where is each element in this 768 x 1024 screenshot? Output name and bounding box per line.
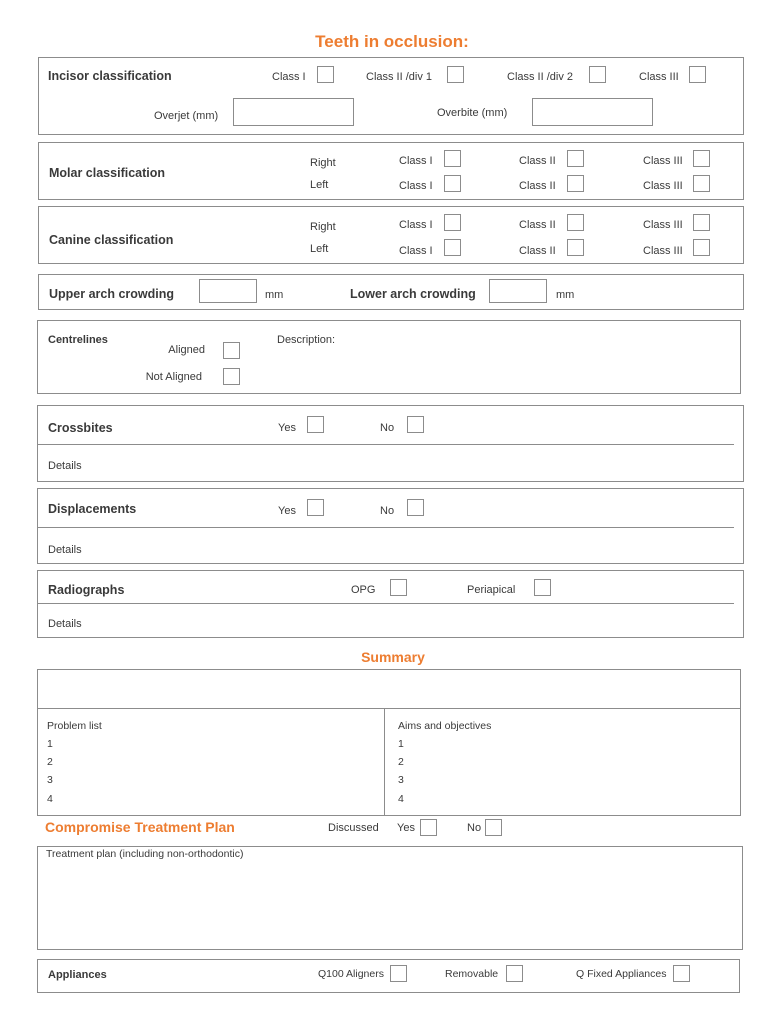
aims-item: 3 bbox=[398, 774, 404, 786]
radiographs-opg-checkbox[interactable] bbox=[390, 579, 407, 596]
displacements-yes-label: Yes bbox=[278, 505, 296, 517]
summary-field[interactable] bbox=[38, 670, 740, 708]
molar-left-class-iii-checkbox[interactable] bbox=[693, 175, 710, 192]
lower-arch-crowding-label: Lower arch crowding bbox=[350, 287, 476, 301]
canine-left-class-i-checkbox[interactable] bbox=[444, 239, 461, 256]
molar-classification-label: Molar classification bbox=[49, 166, 166, 180]
lower-arch-crowding-input[interactable] bbox=[489, 279, 547, 303]
crossbites-details-label: Details bbox=[48, 460, 82, 472]
problem-list-item: 4 bbox=[47, 793, 53, 805]
crossbites-details-field[interactable] bbox=[98, 448, 728, 478]
incisor-class-iii-label: Class III bbox=[639, 71, 679, 83]
incisor-section bbox=[38, 57, 744, 135]
lower-arch-crowding-unit: mm bbox=[556, 289, 575, 301]
treatment-plan-section bbox=[37, 846, 743, 950]
centrelines-section bbox=[37, 320, 741, 394]
summary-divider bbox=[38, 708, 740, 709]
upper-arch-crowding-input[interactable] bbox=[199, 279, 257, 303]
molar-left-class-i-label: Class I bbox=[399, 180, 433, 192]
crossbites-divider bbox=[38, 444, 734, 445]
canine-left-class-i-label: Class I bbox=[399, 245, 433, 257]
appliances-label: Appliances bbox=[48, 969, 107, 981]
centrelines-description-field[interactable] bbox=[348, 329, 733, 387]
displacements-no-label: No bbox=[380, 505, 395, 517]
molar-section bbox=[38, 142, 744, 200]
overbite-label: Overbite (mm) bbox=[437, 107, 508, 119]
displacements-divider bbox=[38, 527, 734, 528]
displacements-label: Displacements bbox=[48, 502, 137, 516]
radiographs-section bbox=[37, 570, 744, 638]
crowding-section bbox=[38, 274, 744, 310]
radiographs-opg-label: OPG bbox=[351, 584, 376, 596]
q-fixed-appliances-label: Q Fixed Appliances bbox=[576, 968, 667, 980]
treatment-plan-label: Treatment plan (including non-orthodontic) bbox=[46, 848, 244, 860]
crossbites-yes-label: Yes bbox=[278, 422, 296, 434]
molar-right-class-ii-label: Class II bbox=[519, 155, 556, 167]
displacements-details-label: Details bbox=[48, 544, 82, 556]
aims-item: 4 bbox=[398, 793, 404, 805]
aims-item: 2 bbox=[398, 756, 404, 768]
canine-right-class-iii-label: Class III bbox=[643, 219, 683, 231]
problem-list-item: 1 bbox=[47, 738, 53, 750]
incisor-class-ii-div2-label: Class II /div 2 bbox=[507, 71, 574, 83]
overjet-label: Overjet (mm) bbox=[154, 110, 219, 122]
centrelines-not-aligned-label: Not Aligned bbox=[145, 371, 202, 383]
molar-left-class-iii-label: Class III bbox=[643, 180, 683, 192]
displacements-yes-checkbox[interactable] bbox=[307, 499, 324, 516]
canine-left-class-iii-checkbox[interactable] bbox=[693, 239, 710, 256]
molar-left-class-ii-label: Class II bbox=[519, 180, 556, 192]
discussed-label: Discussed bbox=[328, 822, 379, 834]
canine-left-class-ii-checkbox[interactable] bbox=[567, 239, 584, 256]
summary-heading: Summary bbox=[361, 649, 425, 665]
displacements-no-checkbox[interactable] bbox=[407, 499, 424, 516]
discussed-no-label: No bbox=[467, 822, 482, 834]
crossbites-section bbox=[37, 405, 744, 482]
molar-right-class-i-checkbox[interactable] bbox=[444, 150, 461, 167]
radiographs-details-label: Details bbox=[48, 618, 82, 630]
canine-right-class-ii-label: Class II bbox=[519, 219, 556, 231]
canine-left-class-iii-label: Class III bbox=[643, 245, 683, 257]
centrelines-label: Centrelines bbox=[48, 334, 108, 346]
removable-checkbox[interactable] bbox=[506, 965, 523, 982]
molar-right-class-ii-checkbox[interactable] bbox=[567, 150, 584, 167]
incisor-class-i-label: Class I bbox=[272, 71, 306, 83]
molar-left-label: Left bbox=[310, 179, 329, 191]
discussed-yes-checkbox[interactable] bbox=[420, 819, 437, 836]
canine-classification-label: Canine classification bbox=[49, 233, 174, 247]
canine-left-label: Left bbox=[310, 243, 329, 255]
q-fixed-appliances-checkbox[interactable] bbox=[673, 965, 690, 982]
discussed-yes-label: Yes bbox=[397, 822, 415, 834]
incisor-classification-label: Incisor classification bbox=[48, 69, 172, 83]
incisor-class-i-checkbox[interactable] bbox=[317, 66, 334, 83]
molar-right-class-iii-checkbox[interactable] bbox=[693, 150, 710, 167]
q100-aligners-label: Q100 Aligners bbox=[318, 968, 384, 980]
crossbites-yes-checkbox[interactable] bbox=[307, 416, 324, 433]
aims-item: 1 bbox=[398, 738, 404, 750]
radiographs-divider bbox=[38, 603, 734, 604]
incisor-class-iii-checkbox[interactable] bbox=[689, 66, 706, 83]
canine-right-class-ii-checkbox[interactable] bbox=[567, 214, 584, 231]
canine-section bbox=[38, 206, 744, 264]
molar-right-class-iii-label: Class III bbox=[643, 155, 683, 167]
upper-arch-crowding-label: Upper arch crowding bbox=[49, 287, 175, 301]
displacements-section bbox=[37, 488, 744, 564]
molar-right-class-i-label: Class I bbox=[399, 155, 433, 167]
appliances-section bbox=[37, 959, 740, 993]
radiographs-periapical-checkbox[interactable] bbox=[534, 579, 551, 596]
discussed-no-checkbox[interactable] bbox=[485, 819, 502, 836]
radiographs-periapical-label: Periapical bbox=[467, 584, 516, 596]
radiographs-label: Radiographs bbox=[48, 583, 125, 597]
canine-right-class-i-checkbox[interactable] bbox=[444, 214, 461, 231]
canine-right-class-iii-checkbox[interactable] bbox=[693, 214, 710, 231]
problem-list-item: 3 bbox=[47, 774, 53, 786]
page-title: Teeth in occlusion: bbox=[315, 32, 469, 51]
summary-section bbox=[37, 669, 741, 816]
crossbites-no-label: No bbox=[380, 422, 395, 434]
canine-left-class-ii-label: Class II bbox=[519, 245, 556, 257]
molar-left-class-ii-checkbox[interactable] bbox=[567, 175, 584, 192]
radiographs-details-field[interactable] bbox=[98, 607, 728, 633]
crossbites-no-checkbox[interactable] bbox=[407, 416, 424, 433]
molar-left-class-i-checkbox[interactable] bbox=[444, 175, 461, 192]
centrelines-aligned-label: Aligned bbox=[168, 344, 205, 356]
treatment-plan-field[interactable] bbox=[38, 863, 742, 949]
removable-label: Removable bbox=[445, 968, 499, 980]
problem-list-item: 2 bbox=[47, 756, 53, 768]
compromise-treatment-plan-heading: Compromise Treatment Plan bbox=[45, 819, 235, 835]
q100-aligners-checkbox[interactable] bbox=[390, 965, 407, 982]
incisor-class-ii-div2-checkbox[interactable] bbox=[589, 66, 606, 83]
summary-column-divider bbox=[384, 708, 385, 815]
crossbites-label: Crossbites bbox=[48, 421, 113, 435]
aims-objectives-label: Aims and objectives bbox=[398, 720, 492, 732]
molar-right-label: Right bbox=[310, 157, 336, 169]
upper-arch-crowding-unit: mm bbox=[265, 289, 284, 301]
centrelines-description-label: Description: bbox=[277, 334, 336, 346]
incisor-class-ii-div1-checkbox[interactable] bbox=[447, 66, 464, 83]
centrelines-aligned-checkbox[interactable] bbox=[223, 342, 240, 359]
canine-right-label: Right bbox=[310, 221, 336, 233]
incisor-class-ii-div1-label: Class II /div 1 bbox=[366, 71, 433, 83]
displacements-details-field[interactable] bbox=[98, 531, 728, 561]
problem-list-label: Problem list bbox=[47, 720, 102, 732]
overjet-input[interactable] bbox=[233, 98, 354, 126]
overbite-input[interactable] bbox=[532, 98, 653, 126]
canine-right-class-i-label: Class I bbox=[399, 219, 433, 231]
centrelines-not-aligned-checkbox[interactable] bbox=[223, 368, 240, 385]
